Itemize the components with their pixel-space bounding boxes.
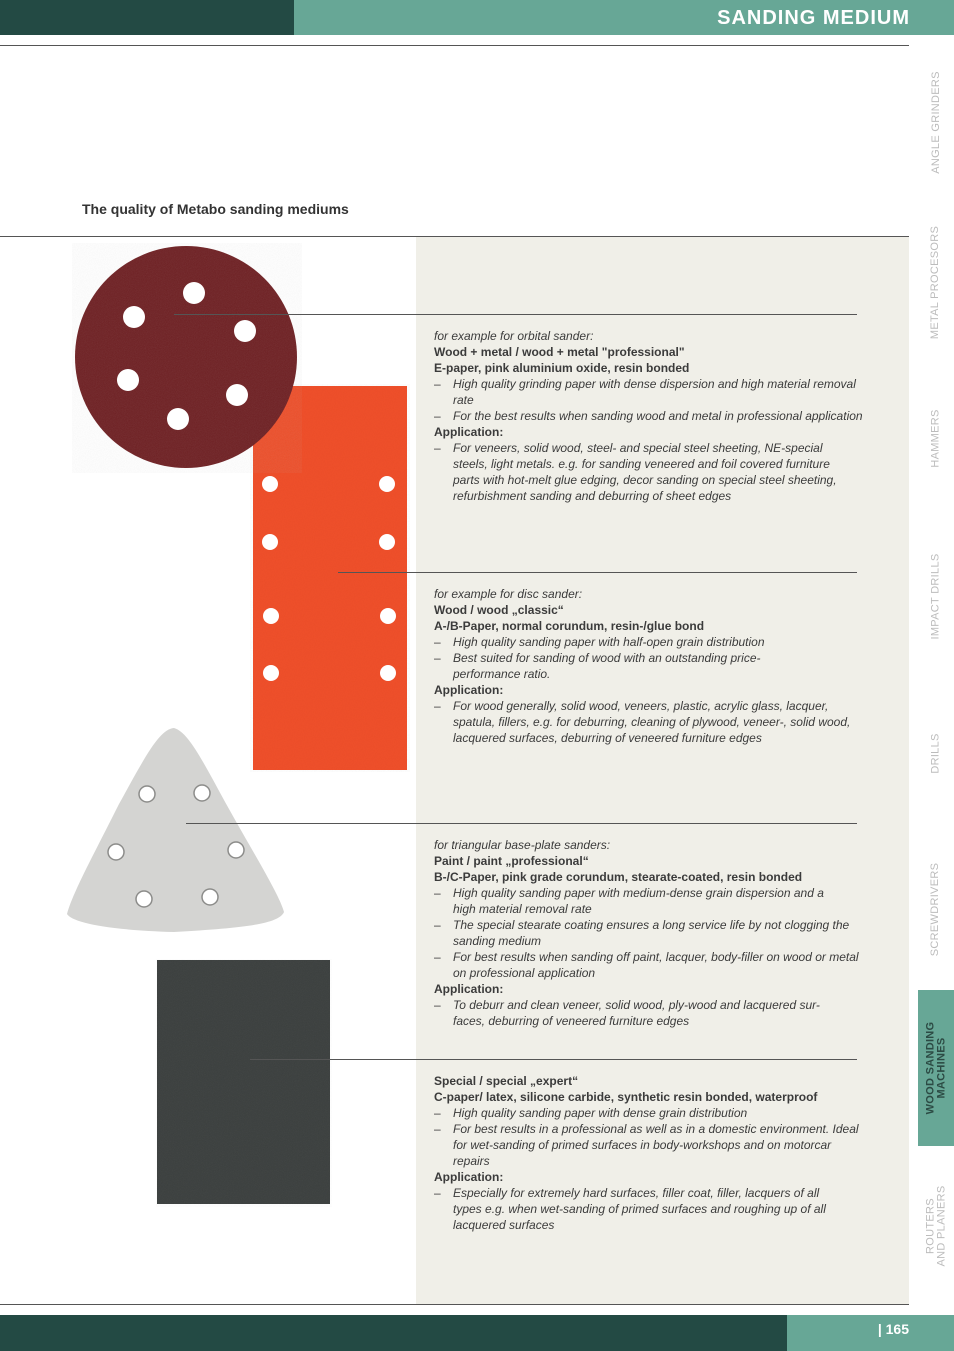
- feature-item: – For the best results when sanding wood and metal in professional application: [434, 408, 864, 424]
- product-name: Special / special „expert“: [434, 1074, 579, 1088]
- product-spec: E-paper, pink aluminium oxide, resin bonded: [434, 361, 690, 375]
- side-tab-screwdrivers[interactable]: [918, 852, 954, 967]
- section-title: The quality of Metabo sanding mediums: [82, 201, 349, 217]
- side-tab-routers-and-planers[interactable]: [918, 1170, 954, 1282]
- product-entry-3: [434, 837, 864, 1029]
- application-item: – To deburr and clean veneer, solid wood, ply-wood and lacquered sur-faces, deburring of veneered furniture edges: [434, 997, 864, 1029]
- side-tab-metal-procesors[interactable]: [918, 212, 954, 352]
- product-intro: for example for orbital sander:: [434, 329, 594, 343]
- feature-list: [434, 376, 864, 424]
- application-list: [434, 997, 864, 1029]
- side-tab-wood-sanding-machines[interactable]: [918, 990, 954, 1146]
- page-title: SANDING MEDIUM: [717, 7, 910, 29]
- red-sanding-disc-image: [72, 243, 302, 473]
- feature-item: – High quality sanding paper with half-open grain distribution: [434, 634, 864, 650]
- product-entry-2: [434, 586, 864, 746]
- product-spec: A-/B-Paper, normal corundum, resin-/glue bond: [434, 619, 705, 633]
- side-tab-label: HAMMERS: [929, 408, 942, 468]
- feature-list: [434, 634, 864, 682]
- application-item: – Especially for extremely hard surfaces, filler coat, filler, lacquers of all types e.g. when wet-sanding of primed surfaces and roughing up of all lacquered surfaces: [434, 1185, 864, 1233]
- feature-item: – The special stearate coating ensures a long service life by not clogging the sanding medium: [434, 917, 864, 949]
- application-item: – For veneers, solid wood, steel- and special steel sheeting, NE-special steels, light metals. e.g. for sanding veneered and foil covered furniture parts with hot-melt glue edging, decor sanding on special steel sheeting, refurbishment sanding and deburring of sheet edges: [434, 440, 864, 504]
- feature-item: – High quality sanding paper with dense grain distribution: [434, 1105, 864, 1121]
- dark-grey-sanding-sheet-image: [156, 959, 332, 1207]
- side-tab-label: METAL PROCESORS: [929, 225, 942, 339]
- side-tab-label: IMPACT DRILLS: [929, 552, 942, 640]
- feature-item: – Best suited for sanding of wood with an outstanding price-performance ratio.: [434, 650, 864, 682]
- side-tab-label: SCREWDRIVERS: [929, 862, 942, 957]
- product-entry-1: [434, 328, 864, 504]
- white-triangular-sanding-sheet-image: [64, 724, 289, 936]
- feature-item: – High quality grinding paper with dense dispersion and high material removal rate: [434, 376, 864, 408]
- side-tab-label: ANGLE GRINDERS: [929, 71, 942, 174]
- header-divider: [0, 45, 909, 46]
- feature-item: – High quality sanding paper with medium-dense grain dispersion and a high material removal rate: [434, 885, 864, 917]
- product-spec: C-paper/ latex, silicone carbide, synthetic resin bonded, waterproof: [434, 1090, 818, 1104]
- product-entry-4: [434, 1073, 864, 1233]
- pointer-line-2: [338, 572, 857, 573]
- side-tab-label: DRILLS: [929, 732, 942, 774]
- pointer-line-3: [186, 823, 857, 824]
- page-number: | 165: [877, 1321, 909, 1337]
- application-label: Application:: [434, 683, 504, 697]
- bottom-divider: [0, 1304, 909, 1305]
- footer-bar-dark: [0, 1315, 787, 1351]
- application-list: [434, 440, 864, 504]
- application-item: – For wood generally, solid wood, veneers, plastic, acrylic glass, lacquer, spatula, fillers, e.g. for deburring, cleaning of plywood, veneer-, solid wood, lacquered surfaces, deburring of veneered furniture edges: [434, 698, 864, 746]
- application-label: Application:: [434, 425, 504, 439]
- side-tab-impact-drills[interactable]: [918, 540, 954, 652]
- pointer-line-4: [250, 1059, 857, 1060]
- application-list: [434, 698, 864, 746]
- feature-item: – For best results in a professional as well as in a domestic environment. Ideal for wet-sanding of primed surfaces in body-workshops and on motorcar repairs: [434, 1121, 864, 1169]
- side-tab-angle-grinders[interactable]: [918, 60, 954, 185]
- product-intro: for triangular base-plate sanders:: [434, 838, 611, 852]
- pointer-line-1: [174, 314, 857, 315]
- product-spec: B-/C-Paper, pink grade corundum, stearate-coated, resin bonded: [434, 870, 803, 884]
- feature-item: – For best results when sanding off paint, lacquer, body-filler on wood or metal on professional application: [434, 949, 864, 981]
- application-label: Application:: [434, 1170, 504, 1184]
- product-name: Wood + metal / wood + metal "professional": [434, 345, 685, 359]
- side-tab-label: WOOD SANDING MACHINES: [924, 1021, 948, 1115]
- white-triangle-body: [67, 728, 284, 932]
- feature-list: [434, 885, 864, 981]
- footer-bar-green: [787, 1315, 954, 1351]
- application-list: [434, 1185, 864, 1233]
- side-tab-hammers[interactable]: [918, 392, 954, 484]
- product-intro: for example for disc sander:: [434, 587, 583, 601]
- application-label: Application:: [434, 982, 504, 996]
- side-tab-label: ROUTERS AND PLANERS: [924, 1185, 947, 1267]
- product-name: Wood / wood „classic“: [434, 603, 564, 617]
- side-tab-drills[interactable]: [918, 722, 954, 784]
- product-name: Paint / paint „professional“: [434, 854, 589, 868]
- feature-list: [434, 1105, 864, 1169]
- header-bar-dark: [0, 0, 294, 35]
